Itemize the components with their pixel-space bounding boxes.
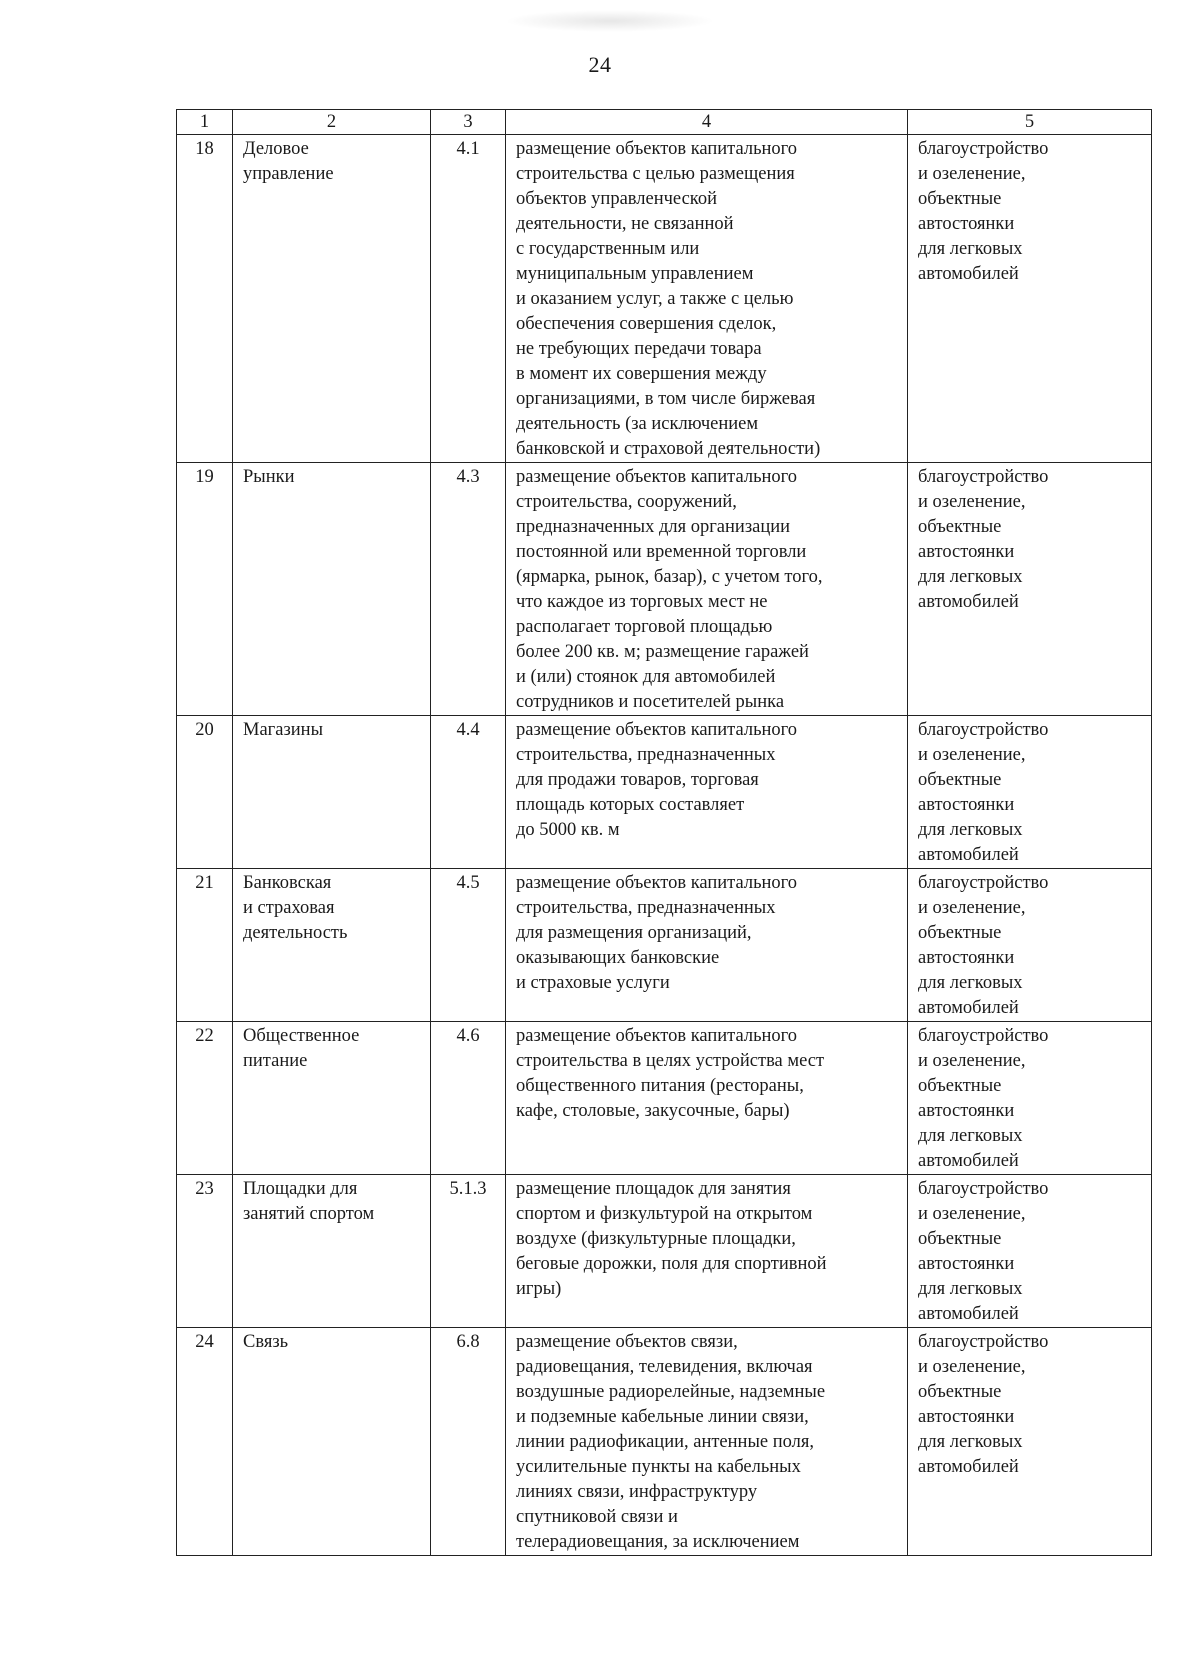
description-line: и страховые услуги	[516, 973, 670, 993]
description-line: до 5000 кв. м	[516, 820, 620, 840]
description-line: более 200 кв. м; размещение гаражей	[516, 642, 809, 662]
description-line: располагает торговой площадью	[516, 617, 773, 637]
parameters-line: благоустройство	[918, 720, 1049, 740]
description-line: линии радиофикации, антенные поля,	[516, 1432, 814, 1452]
land-use-name-line: Площадки для	[243, 1179, 358, 1199]
description-line: размещение объектов капитального	[516, 720, 798, 740]
land-use-description	[506, 463, 908, 716]
table-row	[177, 869, 1152, 1022]
table-row	[177, 1175, 1152, 1328]
table-header-row	[177, 110, 1152, 135]
description-line: размещение объектов капитального	[516, 139, 798, 159]
land-use-parameters	[908, 463, 1152, 716]
land-use-code: 4.1	[431, 135, 506, 463]
column-header-parameters: 5	[908, 110, 1152, 135]
parameters-line: и озеленение,	[918, 1204, 1026, 1224]
parameters-line: объектные	[918, 923, 1002, 943]
land-use-name-line: питание	[243, 1051, 308, 1071]
description-line: игры)	[516, 1279, 562, 1299]
description-line: размещение объектов капитального	[516, 1026, 798, 1046]
land-use-parameters	[908, 1328, 1152, 1556]
description-line: размещение площадок для занятия	[516, 1179, 791, 1199]
parameters-line: автостоянки	[918, 214, 1015, 234]
parameters-line: благоустройство	[918, 1026, 1049, 1046]
parameters-line: и озеленение,	[918, 745, 1026, 765]
land-use-name	[233, 1022, 431, 1175]
table-row	[177, 463, 1152, 716]
parameters-line: автостоянки	[918, 1254, 1015, 1274]
description-line: спутниковой связи и	[516, 1507, 678, 1527]
land-use-name-line: Общественное	[243, 1026, 360, 1046]
description-line: муниципальным управлением	[516, 264, 754, 284]
land-use-name	[233, 1328, 431, 1556]
land-use-name-line: Связь	[243, 1332, 289, 1352]
table-row	[177, 135, 1152, 463]
land-use-code: 4.6	[431, 1022, 506, 1175]
column-header-number: 1	[177, 110, 233, 135]
land-use-name-line: Деловое	[243, 139, 309, 159]
description-line: объектов управленческой	[516, 189, 718, 209]
description-line: размещение объектов связи,	[516, 1332, 738, 1352]
parameters-line: автомобилей	[918, 1457, 1019, 1477]
parameters-line: и озеленение,	[918, 898, 1026, 918]
parameters-line: для легковых	[918, 1126, 1023, 1146]
description-line: усилительные пункты на кабельных	[516, 1457, 801, 1477]
description-line: телерадиовещания, за исключением	[516, 1532, 800, 1552]
row-number: 23	[177, 1175, 233, 1328]
land-use-name	[233, 716, 431, 869]
land-use-name-line: Банковская	[243, 873, 332, 893]
parameters-line: для легковых	[918, 239, 1023, 259]
land-use-name	[233, 135, 431, 463]
parameters-line: для легковых	[918, 820, 1023, 840]
parameters-line: и озеленение,	[918, 1357, 1026, 1377]
column-header-code: 3	[431, 110, 506, 135]
parameters-line: для легковых	[918, 1279, 1023, 1299]
description-line: деятельность (за исключением	[516, 414, 759, 434]
land-use-description	[506, 135, 908, 463]
parameters-line: объектные	[918, 1229, 1002, 1249]
description-line: размещение объектов капитального	[516, 467, 798, 487]
land-use-table	[176, 109, 1152, 1556]
description-line: строительства в целях устройства мест	[516, 1051, 825, 1071]
parameters-line: и озеленение,	[918, 492, 1026, 512]
land-use-parameters	[908, 135, 1152, 463]
parameters-line: автомобилей	[918, 592, 1019, 612]
row-number: 21	[177, 869, 233, 1022]
parameters-line: для легковых	[918, 973, 1023, 993]
description-line: банковской и страховой деятельности)	[516, 439, 821, 459]
description-line: линиях связи, инфраструктуру	[516, 1482, 758, 1502]
description-line: деятельности, не связанной	[516, 214, 734, 234]
parameters-line: объектные	[918, 189, 1002, 209]
row-number: 18	[177, 135, 233, 463]
parameters-line: автомобилей	[918, 1304, 1019, 1324]
land-use-description	[506, 1022, 908, 1175]
table-row	[177, 1328, 1152, 1556]
parameters-line: автостоянки	[918, 948, 1015, 968]
description-line: строительства, сооружений,	[516, 492, 737, 512]
land-use-name-line: управление	[243, 164, 334, 184]
description-line: беговые дорожки, поля для спортивной	[516, 1254, 827, 1274]
description-line: кафе, столовые, закусочные, бары)	[516, 1101, 790, 1121]
land-use-name-line: Рынки	[243, 467, 295, 487]
parameters-line: автомобилей	[918, 845, 1019, 865]
description-line: воздушные радиорелейные, надземные	[516, 1382, 826, 1402]
parameters-line: объектные	[918, 770, 1002, 790]
land-use-description	[506, 716, 908, 869]
land-use-name	[233, 463, 431, 716]
description-line: предназначенных для организации	[516, 517, 791, 537]
land-use-code: 4.5	[431, 869, 506, 1022]
land-use-description	[506, 1328, 908, 1556]
land-use-code: 4.3	[431, 463, 506, 716]
description-line: радиовещания, телевидения, включая	[516, 1357, 813, 1377]
column-header-name: 2	[233, 110, 431, 135]
parameters-line: автостоянки	[918, 542, 1015, 562]
parameters-line: автостоянки	[918, 795, 1015, 815]
parameters-line: объектные	[918, 1076, 1002, 1096]
description-line: обеспечения совершения сделок,	[516, 314, 777, 334]
land-use-name	[233, 1175, 431, 1328]
description-line: воздухе (физкультурные площадки,	[516, 1229, 796, 1249]
land-use-name	[233, 869, 431, 1022]
column-header-description: 4	[506, 110, 908, 135]
parameters-line: и озеленение,	[918, 164, 1026, 184]
land-use-description	[506, 869, 908, 1022]
description-line: в момент их совершения между	[516, 364, 767, 384]
parameters-line: и озеленение,	[918, 1051, 1026, 1071]
land-use-code: 4.4	[431, 716, 506, 869]
page-number: 24	[588, 52, 612, 77]
land-use-code: 5.1.3	[431, 1175, 506, 1328]
land-use-name-line: Магазины	[243, 720, 323, 740]
parameters-line: автомобилей	[918, 264, 1019, 284]
scan-artifact	[505, 10, 715, 32]
description-line: строительства, предназначенных	[516, 898, 776, 918]
parameters-line: для легковых	[918, 567, 1023, 587]
description-line: и (или) стоянок для автомобилей	[516, 667, 776, 687]
land-use-code: 6.8	[431, 1328, 506, 1556]
description-line: строительства, предназначенных	[516, 745, 776, 765]
parameters-line: благоустройство	[918, 1332, 1049, 1352]
description-line: и оказанием услуг, а также с целью	[516, 289, 794, 309]
land-use-parameters	[908, 716, 1152, 869]
row-number: 24	[177, 1328, 233, 1556]
description-line: оказывающих банковские	[516, 948, 720, 968]
land-use-name-line: занятий спортом	[243, 1204, 375, 1224]
row-number: 20	[177, 716, 233, 869]
row-number: 19	[177, 463, 233, 716]
parameters-line: благоустройство	[918, 467, 1049, 487]
land-use-parameters	[908, 1175, 1152, 1328]
land-use-parameters	[908, 1022, 1152, 1175]
parameters-line: благоустройство	[918, 873, 1049, 893]
description-line: для продажи товаров, торговая	[516, 770, 759, 790]
description-line: для размещения организаций,	[516, 923, 752, 943]
parameters-line: автомобилей	[918, 1151, 1019, 1171]
table-row	[177, 716, 1152, 869]
description-line: площадь которых составляет	[516, 795, 745, 815]
description-line: с государственным или	[516, 239, 700, 259]
land-use-description	[506, 1175, 908, 1328]
description-line: сотрудников и посетителей рынка	[516, 692, 785, 712]
table-body	[177, 135, 1152, 1556]
parameters-line: объектные	[918, 1382, 1002, 1402]
parameters-line: благоустройство	[918, 1179, 1049, 1199]
land-use-name-line: деятельность	[243, 923, 348, 943]
description-line: постоянной или временной торговли	[516, 542, 807, 562]
land-use-name-line: и страховая	[243, 898, 335, 918]
table-row	[177, 1022, 1152, 1175]
description-line: спортом и физкультурой на открытом	[516, 1204, 813, 1224]
parameters-line: благоустройство	[918, 139, 1049, 159]
description-line: не требующих передачи товара	[516, 339, 762, 359]
row-number: 22	[177, 1022, 233, 1175]
description-line: строительства с целью размещения	[516, 164, 795, 184]
description-line: и подземные кабельные линии связи,	[516, 1407, 809, 1427]
parameters-line: автостоянки	[918, 1101, 1015, 1121]
description-line: размещение объектов капитального	[516, 873, 798, 893]
parameters-line: объектные	[918, 517, 1002, 537]
land-use-parameters	[908, 869, 1152, 1022]
description-line: что каждое из торговых мест не	[516, 592, 768, 612]
description-line: организациями, в том числе биржевая	[516, 389, 816, 409]
description-line: общественного питания (рестораны,	[516, 1076, 804, 1096]
parameters-line: для легковых	[918, 1432, 1023, 1452]
parameters-line: автомобилей	[918, 998, 1019, 1018]
parameters-line: автостоянки	[918, 1407, 1015, 1427]
description-line: (ярмарка, рынок, базар), с учетом того,	[516, 567, 823, 587]
